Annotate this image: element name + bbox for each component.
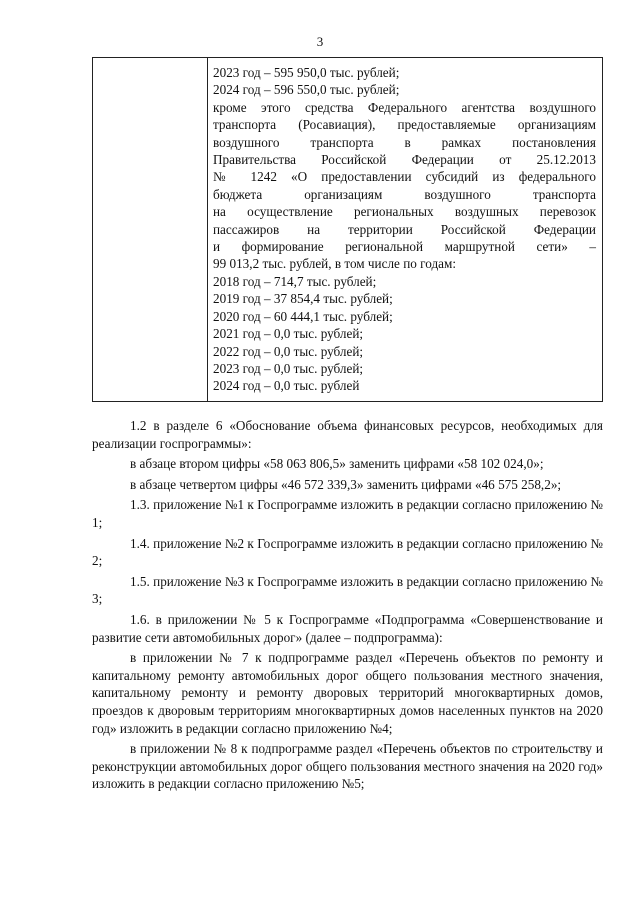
table-line: № 1242 «О предоставлении субсидий из федерального bbox=[213, 169, 596, 185]
table-line: 2022 год – 0,0 тыс. рублей; bbox=[213, 343, 364, 359]
paragraph-abzac-2: в абзаце втором цифры «58 063 806,5» заменить цифрами «58 102 024,0»; bbox=[130, 456, 544, 472]
table-line: Правительства Российской Федерации от 25.12.2013 bbox=[213, 152, 596, 168]
table-line: 2023 год – 595 950,0 тыс. рублей; bbox=[213, 65, 400, 80]
budget-table bbox=[92, 57, 603, 402]
table-line: 2024 год – 0,0 тыс. рублей bbox=[213, 378, 360, 394]
table-cell-funding bbox=[213, 64, 596, 395]
table-line: транспорта (Росавиация), предоставляемые организациям bbox=[213, 117, 596, 133]
table-line: кроме этого средства Федерального агентства воздушного bbox=[213, 99, 596, 115]
table-line: 2021 год – 0,0 тыс. рублей; bbox=[213, 326, 364, 342]
table-line: воздушного транспорта в рамках постановления bbox=[213, 134, 596, 150]
document-body bbox=[92, 417, 603, 793]
paragraph-annex-8: в приложении № 8 к подпрограмме раздел «Перечень объектов по строительству и реконструкции автомобильных дорог общего пользования местного значения на 2020 год» изложить в редакции согласно приложению №5; bbox=[92, 741, 603, 792]
page-number: 3 bbox=[316, 34, 324, 49]
table-line: бюджета организациям воздушного транспорта bbox=[213, 186, 596, 202]
paragraph-1-4: 1.4. приложение №2 к Госпрограмме изложить в редакции согласно приложению № 2; bbox=[92, 535, 603, 569]
table-line: 2019 год – 37 854,4 тыс. рублей; bbox=[213, 291, 393, 307]
table-line: 2018 год – 714,7 тыс. рублей; bbox=[213, 273, 377, 289]
paragraph-1-5: 1.5. приложение №3 к Госпрограмме изложить в редакции согласно приложению № 3; bbox=[92, 573, 603, 607]
table-line: 2020 год – 60 444,1 тыс. рублей; bbox=[213, 308, 393, 324]
paragraph-abzac-4: в абзаце четвертом цифры «46 572 339,3» заменить цифрами «46 575 258,2»; bbox=[130, 476, 562, 492]
paragraph-annex-7: в приложении № 7 к подпрограмме раздел «Перечень объектов по ремонту и капитальному ремонту автомобильных дорог общего пользования местного значения, капитальному ремонту и ремонту дворовых территорий многоквартирных домов, проездов к дворовым территориям многоквартирных домов населенных пунктов на 2020 год» изложить в редакции согласно приложению №4; bbox=[92, 650, 603, 736]
table-line: 2023 год – 0,0 тыс. рублей; bbox=[213, 360, 364, 376]
paragraph-1-2: 1.2 в разделе 6 «Обоснование объема финансовых ресурсов, необходимых для реализации госпрограммы»: bbox=[92, 418, 603, 451]
table-line: пассажиров на территории Российской Федерации bbox=[213, 221, 596, 237]
paragraph-1-6: 1.6. в приложении № 5 к Госпрограмме «Подпрограмма «Совершенствование и развитие сети автомобильных дорог» (далее – подпрограмма): bbox=[92, 611, 603, 645]
table-line: на осуществление региональных воздушных перевозок bbox=[213, 204, 596, 220]
paragraph-1-3: 1.3. приложение №1 к Госпрограмме изложить в редакции согласно приложению № 1; bbox=[92, 497, 603, 530]
table-line: 99 013,2 тыс. рублей, в том числе по годам: bbox=[213, 256, 457, 272]
table-line: 2024 год – 596 550,0 тыс. рублей; bbox=[213, 82, 400, 98]
table-column-divider bbox=[207, 58, 208, 401]
table-line: и формирование региональной маршрутной сети» – bbox=[213, 239, 596, 255]
